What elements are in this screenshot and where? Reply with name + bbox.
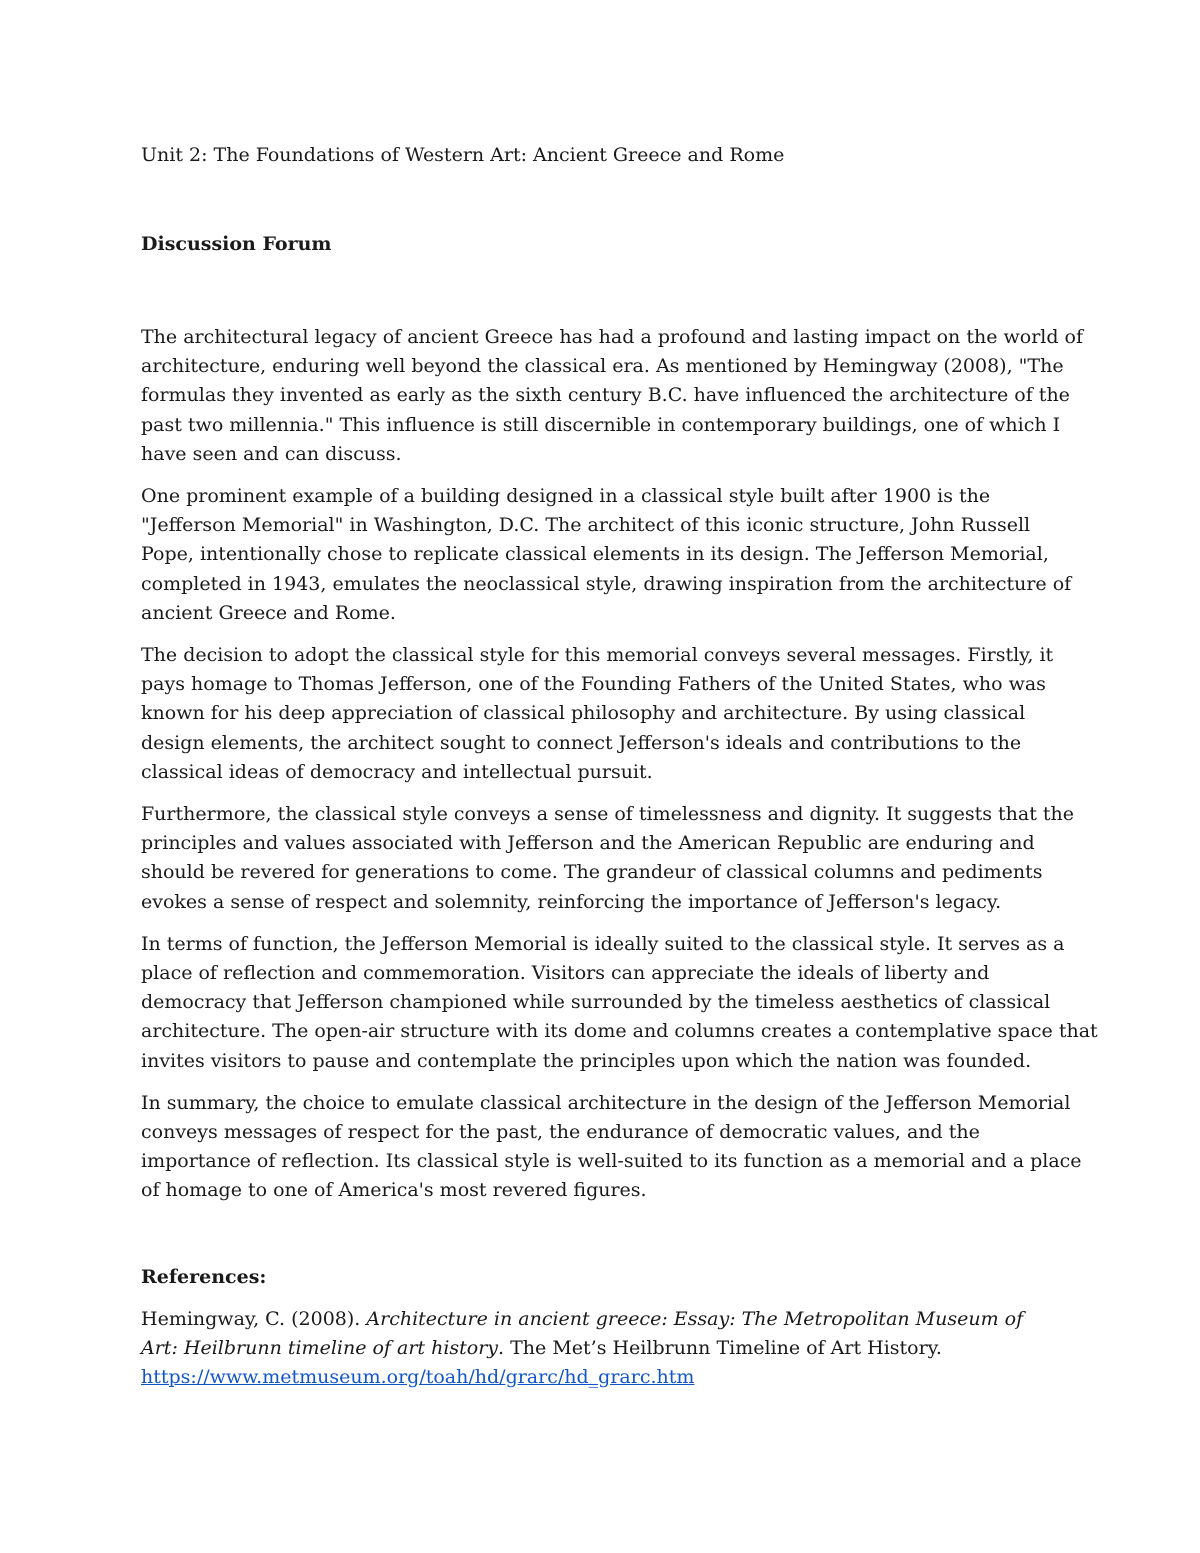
essay-body	[141, 323, 1098, 1206]
reference-url-link[interactable]: https://www.metmuseum.org/toah/hd/grarc/hd_grarc.htm	[141, 1366, 695, 1389]
text-line: In summary, the choice to emulate classical architecture in the design of the Jefferson Memorial	[141, 1091, 1071, 1114]
text-line: importance of reflection. Its classical style is well-suited to its function as a memorial and a place	[141, 1150, 1082, 1173]
paragraph-timelessness	[141, 800, 1074, 917]
reference-title-part-2: Art: Heilbrunn timeline of art history	[141, 1336, 499, 1359]
paragraph-function	[141, 930, 1098, 1076]
text-line: past two millennia." This influence is still discernible in contemporary buildings, one of which I	[141, 413, 1061, 436]
text-line: Furthermore, the classical style conveys a sense of timelessness and dignity. It suggests that the	[141, 803, 1074, 826]
paragraph-summary	[141, 1089, 1082, 1206]
reference-publisher: . The Met’s Heilbrunn Timeline of Art History.	[498, 1336, 942, 1359]
text-line: democracy that Jefferson championed while surrounded by the timeless aesthetics of classical	[141, 991, 1051, 1014]
paragraph-intro	[141, 323, 1084, 469]
text-line: pays homage to Thomas Jefferson, one of the Founding Fathers of the United States, who was	[141, 673, 1046, 696]
text-line: "Jefferson Memorial" in Washington, D.C. The architect of this iconic structure, John Russell	[141, 514, 1031, 537]
text-line: architecture, enduring well beyond the classical era. As mentioned by Hemingway (2008), "The	[141, 355, 1064, 378]
reference-line-3	[141, 1363, 1066, 1392]
text-line: should be revered for generations to come. The grandeur of classical columns and pediments	[141, 861, 1043, 884]
text-line: known for his deep appreciation of classical philosophy and architecture. By using classical	[141, 702, 1026, 725]
text-line: One prominent example of a building designed in a classical style built after 1900 is the	[141, 485, 991, 508]
references-heading: References:	[141, 1265, 267, 1288]
text-line: ancient Greece and Rome.	[141, 601, 396, 624]
reference-author: Hemingway, C. (2008).	[141, 1307, 367, 1330]
text-line: evokes a sense of respect and solemnity, reinforcing the importance of Jefferson's legacy.	[141, 890, 1002, 913]
text-line: In terms of function, the Jefferson Memorial is ideally suited to the classical style. It serves as a	[141, 932, 1065, 955]
text-line: classical ideas of democracy and intellectual pursuit.	[141, 760, 653, 783]
text-line: Pope, intentionally chose to replicate classical elements in its design. The Jefferson Memorial,	[141, 543, 1049, 566]
paragraph-messages	[141, 641, 1066, 787]
text-line: place of reflection and commemoration. Visitors can appreciate the ideals of liberty and	[141, 962, 990, 985]
text-line: conveys messages of respect for the past, the endurance of democratic values, and the	[141, 1121, 980, 1144]
text-line: have seen and can discuss.	[141, 442, 402, 465]
text-line: completed in 1943, emulates the neoclassical style, drawing inspiration from the architecture of	[141, 572, 1072, 595]
text-line: formulas they invented as early as the sixth century B.C. have influenced the architecture of the	[141, 384, 1070, 407]
document-page	[141, 140, 1098, 1392]
reference-line-1	[141, 1305, 1066, 1334]
reference-line-2	[141, 1334, 1066, 1363]
text-line: The architectural legacy of ancient Greece has had a profound and lasting impact on the world of	[141, 326, 1084, 348]
unit-title: Unit 2: The Foundations of Western Art: Ancient Greece and Rome	[141, 144, 785, 166]
text-line: The decision to adopt the classical style for this memorial conveys several messages. Firstly, it	[141, 644, 1054, 667]
reference-entry	[141, 1305, 1066, 1393]
text-line: architecture. The open-air structure with its dome and columns creates a contemplative space that	[141, 1020, 1098, 1043]
text-line: of homage to one of America's most revered figures.	[141, 1179, 647, 1202]
text-line: principles and values associated with Jefferson and the American Republic are enduring and	[141, 832, 1035, 855]
text-line: invites visitors to pause and contemplate the principles upon which the nation was founded.	[141, 1049, 1032, 1072]
discussion-forum-heading: Discussion Forum	[141, 233, 332, 255]
reference-title-part-1: Architecture in ancient greece: Essay: The Metropolitan Museum of	[366, 1307, 1024, 1330]
text-line: design elements, the architect sought to connect Jefferson's ideals and contributions to the	[141, 731, 1022, 754]
paragraph-example	[141, 482, 1072, 628]
